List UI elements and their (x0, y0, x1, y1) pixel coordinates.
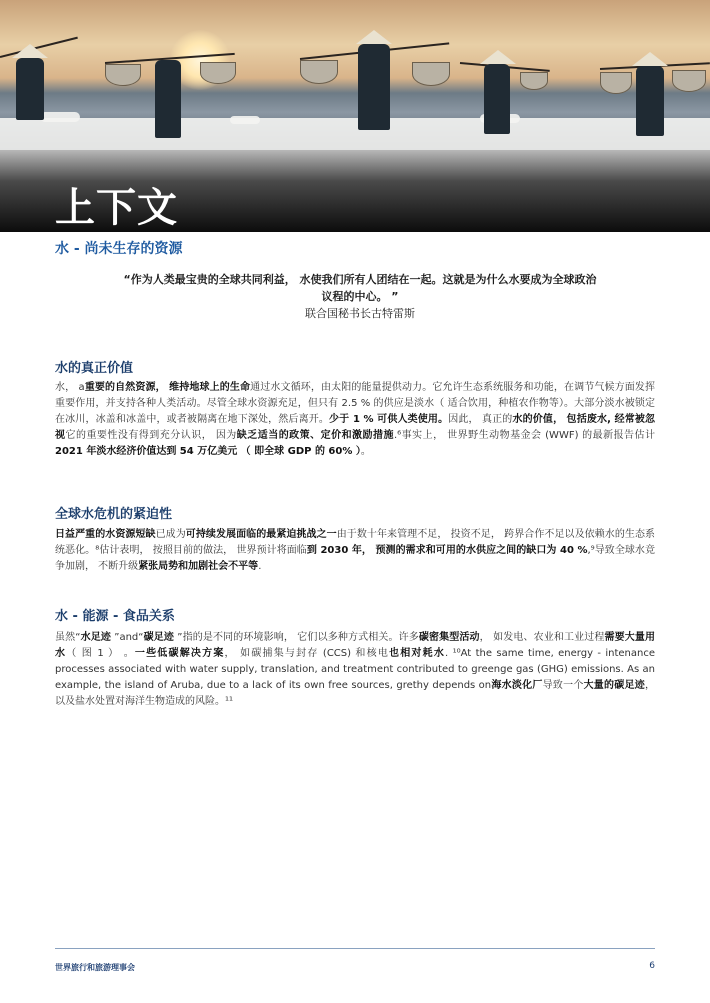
heading-water-energy-food: 水 - 能源 - 食品关系 (55, 609, 175, 624)
paragraph-water-crisis: 日益严重的水资源短缺已成为可持续发展面临的最紧迫挑战之一由于数十年来管理不足， 投资不足， 跨界合作不足以及依赖水的生态系统恶化。⁸估计表明， 按照目前的做法， 世界预计将面临到 2030 年， 预测的需求和可用的水供应之间的缺口为 40 %,⁹导致全球水竞争加剧， 不断升级紧张局势和加剧社会不平等. (55, 529, 656, 572)
page-title: 上下文 (55, 184, 178, 231)
page-number: 6 (649, 961, 655, 971)
paragraph-true-value: 水， a重要的自然资源， 维持地球上的生命通过水文循环，由太阳的能量提供动力。它允许生态系统服务和功能，在调节气候方面发挥重要作用，并支持各种人类活动。尽管全球水资源充足，但只有 2.5 % 的供应是淡水（ 适合饮用，种植农作物等）。大部分淡水被锁定在冰川，冰盖和冰盖中，或者被隔离在地下深处，然后离开。少于 1 % 可供人类使用。因此， 真正的水的价值， 包括废水, 经常被忽视它的重要性没有得到充分认识， 因为缺乏适当的政策、定价和激励措施.⁶事实上， 世界野生动物基金会 (WWF) 的最新报告估计2021 年淡水经济价值达到 54 万亿美元 （ 即全球 GDP 的 60% ）。 (55, 382, 656, 457)
paragraph-water-energy-food: 虽然“水足迹 ”and“碳足迹 ”指的是不同的环境影响， 它们以多种方式相关。许多碳密集型活动， 如发电、农业和工业过程需要大量用水（ 图 1 ） 。一些低碳解决方案， 如碳捕集与封存 (CCS) 和核电也相对耗水. ¹⁰At the same time, energy - intenance processes associated with water supply, translation, and treatment contributed to greenge gas (GHG) emissions. As an example, the island of Aruba, due to a lack of its own free sources, grethy depends on海水淡化厂导致一个大量的碳足迹， 以及盐水处置对海洋生物造成的风险。¹¹ (55, 632, 656, 707)
heading-water-crisis: 全球水危机的紧迫性 (55, 507, 173, 522)
footer-organization: 世界旅行和旅游理事会 (55, 963, 135, 972)
title-banner (0, 150, 710, 232)
quote-attribution: 联合国秘书长古特雷斯 (305, 307, 415, 320)
heading-true-value: 水的真正价值 (55, 361, 134, 376)
hero-photo (0, 0, 710, 150)
footer-divider (55, 948, 655, 949)
section-heading-main: 水 - 尚未生存的资源 (55, 241, 183, 257)
quote-text: “作为人类最宝贵的全球共同利益， 水使我们所有人团结在一起。这就是为什么水要成为全球政治议程的中心。 ” (123, 273, 597, 303)
